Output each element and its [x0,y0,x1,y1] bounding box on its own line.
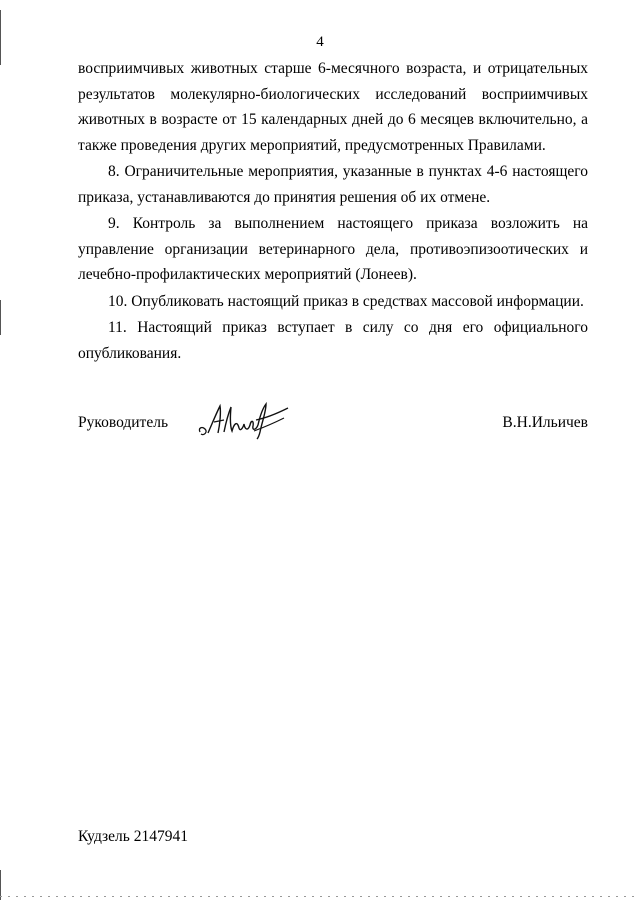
document-body [78,56,588,366]
paragraph-9: 9. Контроль за выполнением настоящего приказа возложить на управление организации ветеринарного дела, противоэпизоотических и лечебно-профилактических мероприятий (Лонеев). [78,215,588,283]
paragraph-continuation: восприимчивых животных старше 6-месячного возраста, и отрицательных результатов молекулярно-биологических исследований восприимчивых животных в возрасте от 15 календарных дней до 6 месяцев включительно, а также проведения других мероприятий, предусмотренных Правилами. [78,60,588,154]
signatory-title: Руководитель [78,414,169,431]
signature-block [78,408,588,448]
paragraph-11: 11. Настоящий приказ вступает в силу со дня его официального опубликования. [78,319,588,362]
handwritten-signature [196,398,291,440]
paragraph-8: 8. Ограничительные мероприятия, указанные в пунктах 4-6 настоящего приказа, устанавливаются до принятия решения об их отмене. [78,163,588,206]
left-edge-mark-middle [0,300,1,335]
executor-note: Кудзель 2147941 [78,828,188,845]
bottom-scan-dots [0,896,640,897]
signatory-name: В.Н.Ильичев [502,414,588,431]
paragraph-10: 10. Опубликовать настоящий приказ в средствах массовой информации. [108,292,584,310]
page-number: 4 [316,34,324,50]
